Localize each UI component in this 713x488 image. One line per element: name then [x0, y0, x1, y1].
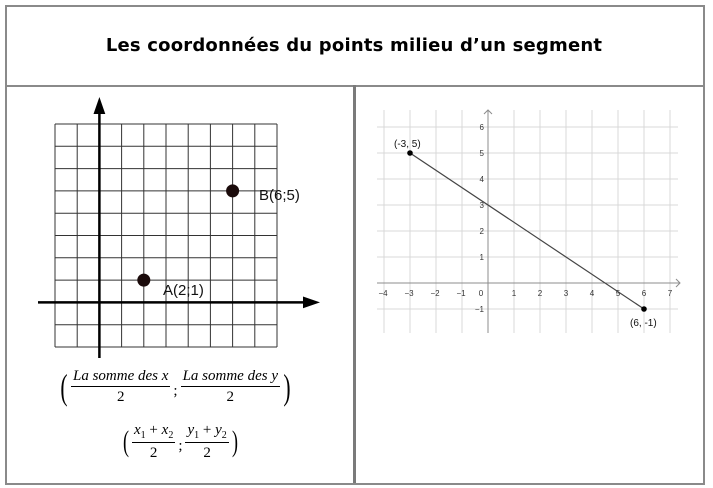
svg-text:7: 7: [667, 289, 673, 298]
fraction-x: [71, 368, 170, 406]
right-segment-graph: [356, 87, 701, 347]
close-paren: ): [231, 425, 238, 458]
numerator-y: La somme des y: [181, 368, 280, 387]
close-paren: ): [283, 367, 291, 407]
denominator-x: 2: [116, 389, 125, 405]
open-paren: (: [60, 367, 68, 407]
svg-text:−1: −1: [474, 305, 484, 314]
midpoint-formula-words: [58, 368, 293, 406]
endpoint-marker: [407, 150, 413, 156]
midpoint-formula-symbols: [121, 422, 240, 462]
svg-text:−1: −1: [456, 289, 466, 298]
denominator-y: 2: [203, 445, 211, 461]
denominator-y: 2: [226, 389, 235, 405]
svg-text:3: 3: [479, 201, 484, 210]
endpoint-label-end: (6, -1): [630, 318, 657, 329]
point-b-label: B(6;5): [259, 187, 300, 204]
grid-lines: [55, 124, 277, 347]
svg-text:1: 1: [479, 253, 484, 262]
numerator-y: $y_1 + y_2$: [187, 422, 227, 441]
point-b-marker: [226, 184, 239, 197]
svg-text:5: 5: [479, 149, 484, 158]
grid-lines: [377, 110, 678, 333]
endpoint-marker: [641, 306, 647, 312]
svg-text:1: 1: [511, 289, 517, 298]
axes: [38, 97, 320, 358]
fraction-x: [132, 422, 175, 462]
svg-text:−2: −2: [430, 289, 440, 298]
separator: ;: [178, 437, 183, 454]
y-axis-arrow-icon: [94, 97, 106, 114]
x-tick-labels: [378, 289, 672, 298]
point-a-marker: [137, 274, 150, 287]
fraction-y: [185, 422, 228, 462]
left-grid-graph: [0, 0, 353, 370]
svg-text:6: 6: [479, 123, 484, 132]
separator: ;: [173, 382, 178, 399]
svg-text:3: 3: [563, 289, 569, 298]
svg-text:−4: −4: [378, 289, 388, 298]
y-tick-labels: [475, 123, 485, 314]
page-title: Les coordonnées du points milieu d’un segment: [105, 34, 603, 56]
numerator-x: $x_1 + x_2$: [134, 422, 174, 441]
svg-text:4: 4: [589, 289, 595, 298]
x-axis-arrow-icon: [303, 297, 320, 309]
endpoint-label-start: (-3, 5): [394, 139, 421, 150]
svg-text:6: 6: [641, 289, 647, 298]
fraction-y: [181, 368, 280, 406]
numerator-x: La somme des x: [71, 368, 170, 387]
svg-text:−3: −3: [404, 289, 414, 298]
svg-text:0: 0: [478, 289, 484, 298]
svg-text:2: 2: [537, 289, 543, 298]
svg-text:4: 4: [479, 175, 484, 184]
open-paren: (: [123, 425, 129, 458]
svg-text:5: 5: [615, 289, 621, 298]
svg-text:2: 2: [479, 227, 484, 236]
denominator-x: 2: [149, 445, 158, 461]
point-a-label: A(2;1): [163, 282, 204, 299]
